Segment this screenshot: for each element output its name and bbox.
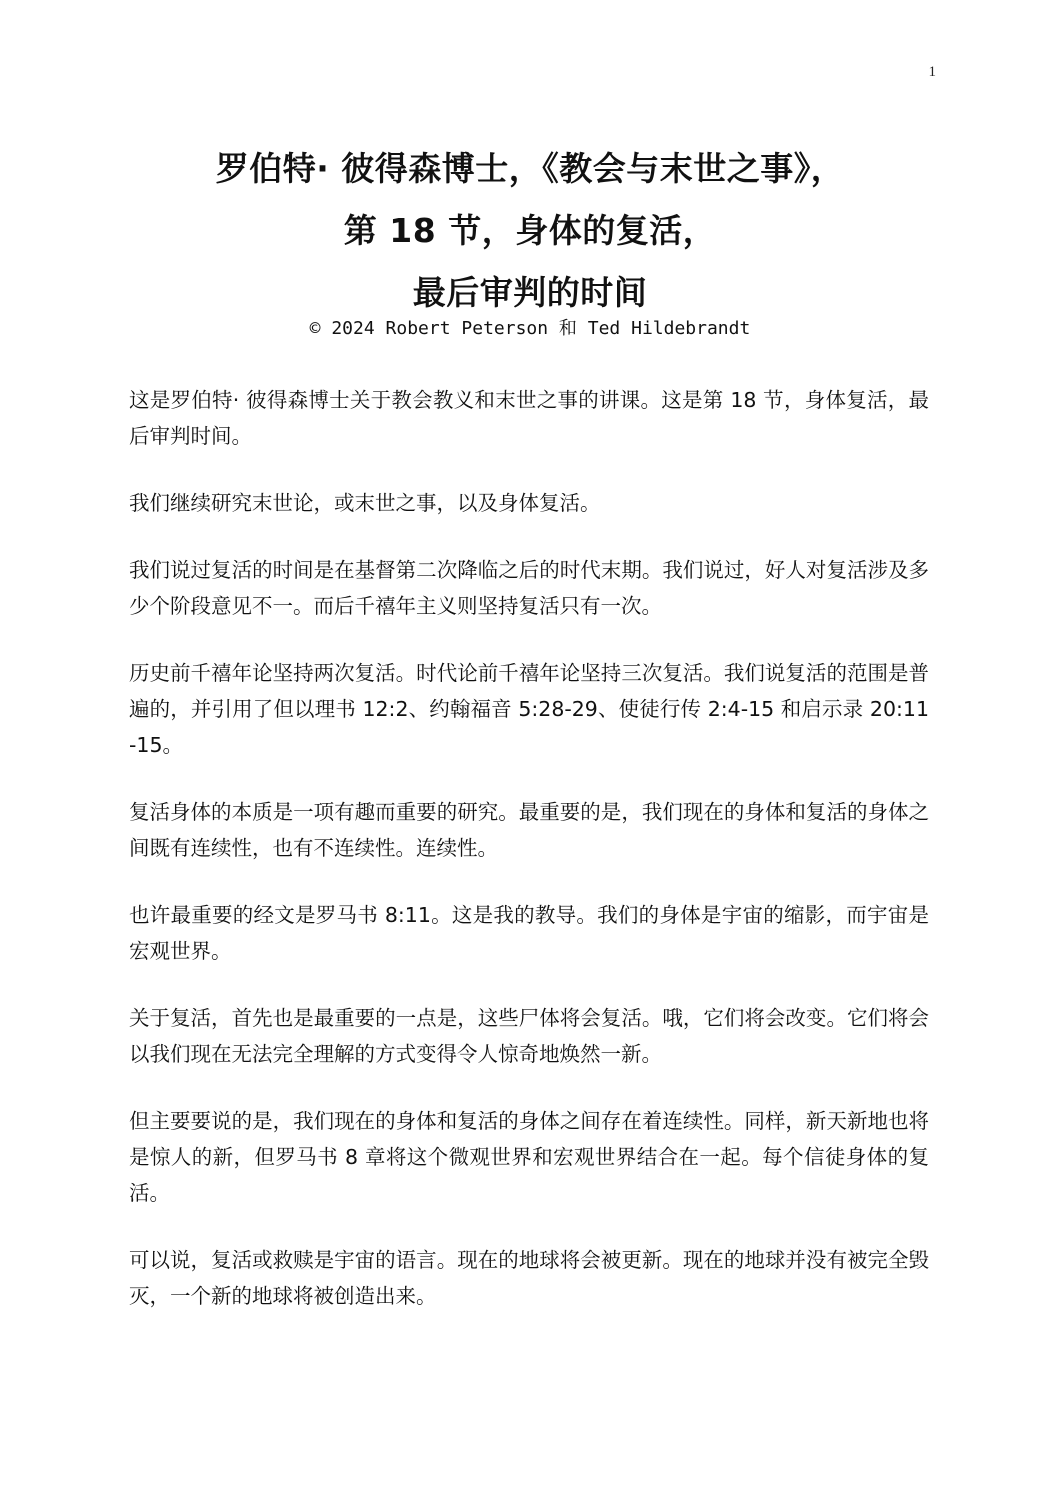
paragraph: 但主要要说的是，我们现在的身体和复活的身体之间存在着连续性。同样，新天新地也将是惊人的新，但罗马书 8 章将这个微观世界和宏观世界结合在一起。每个信徒身体的复活。 xyxy=(129,1109,929,1205)
page-number: 1 xyxy=(928,64,936,80)
paragraph: 可以说，复活或救赎是宇宙的语言。现在的地球将会被更新。现在的地球并没有被完全毁灭，一个新的地球将被创造出来。 xyxy=(129,1248,929,1308)
paragraph: 我们继续研究末世论，或末世之事，以及身体复活。 xyxy=(129,491,601,515)
title-line-3: 最后审判的时间 xyxy=(412,273,648,312)
paragraph: 历史前千禧年论坚持两次复活。时代论前千禧年论坚持三次复活。我们说复活的范围是普遍的，并引用了但以理书 12:2、约翰福音 5:28-29、使徒行传 2:4-15 和启示录 20:11-15。 xyxy=(129,661,929,757)
copyright-line: © 2024 Robert Peterson 和 Ted Hildebrandt xyxy=(309,318,751,339)
paragraph: 这是罗伯特· 彼得森博士关于教会教义和末世之事的讲课。这是第 18 节，身体复活，最后审判时间。 xyxy=(129,388,929,448)
paragraph: 复活身体的本质是一项有趣而重要的研究。最重要的是，我们现在的身体和复活的身体之间既有连续性，也有不连续性。连续性。 xyxy=(129,800,929,860)
paragraph: 我们说过复活的时间是在基督第二次降临之后的时代末期。我们说过，好人对复活涉及多少个阶段意见不一。而后千禧年主义则坚持复活只有一次。 xyxy=(129,558,929,618)
body-text xyxy=(129,382,929,1345)
paragraph: 关于复活，首先也是最重要的一点是，这些尸体将会复活。哦，它们将会改变。它们将会以我们现在无法完全理解的方式变得令人惊奇地焕然一新。 xyxy=(129,1006,929,1066)
title-line-1: 罗伯特· 彼得森博士，《教会与末世之事》， xyxy=(215,149,845,188)
title-line-2: 第 18 节，身体的复活， xyxy=(343,211,717,250)
paragraph: 也许最重要的经文是罗马书 8:11。这是我的教导。我们的身体是宇宙的缩影，而宇宙是宏观世界。 xyxy=(129,903,929,963)
title-block xyxy=(100,138,960,342)
